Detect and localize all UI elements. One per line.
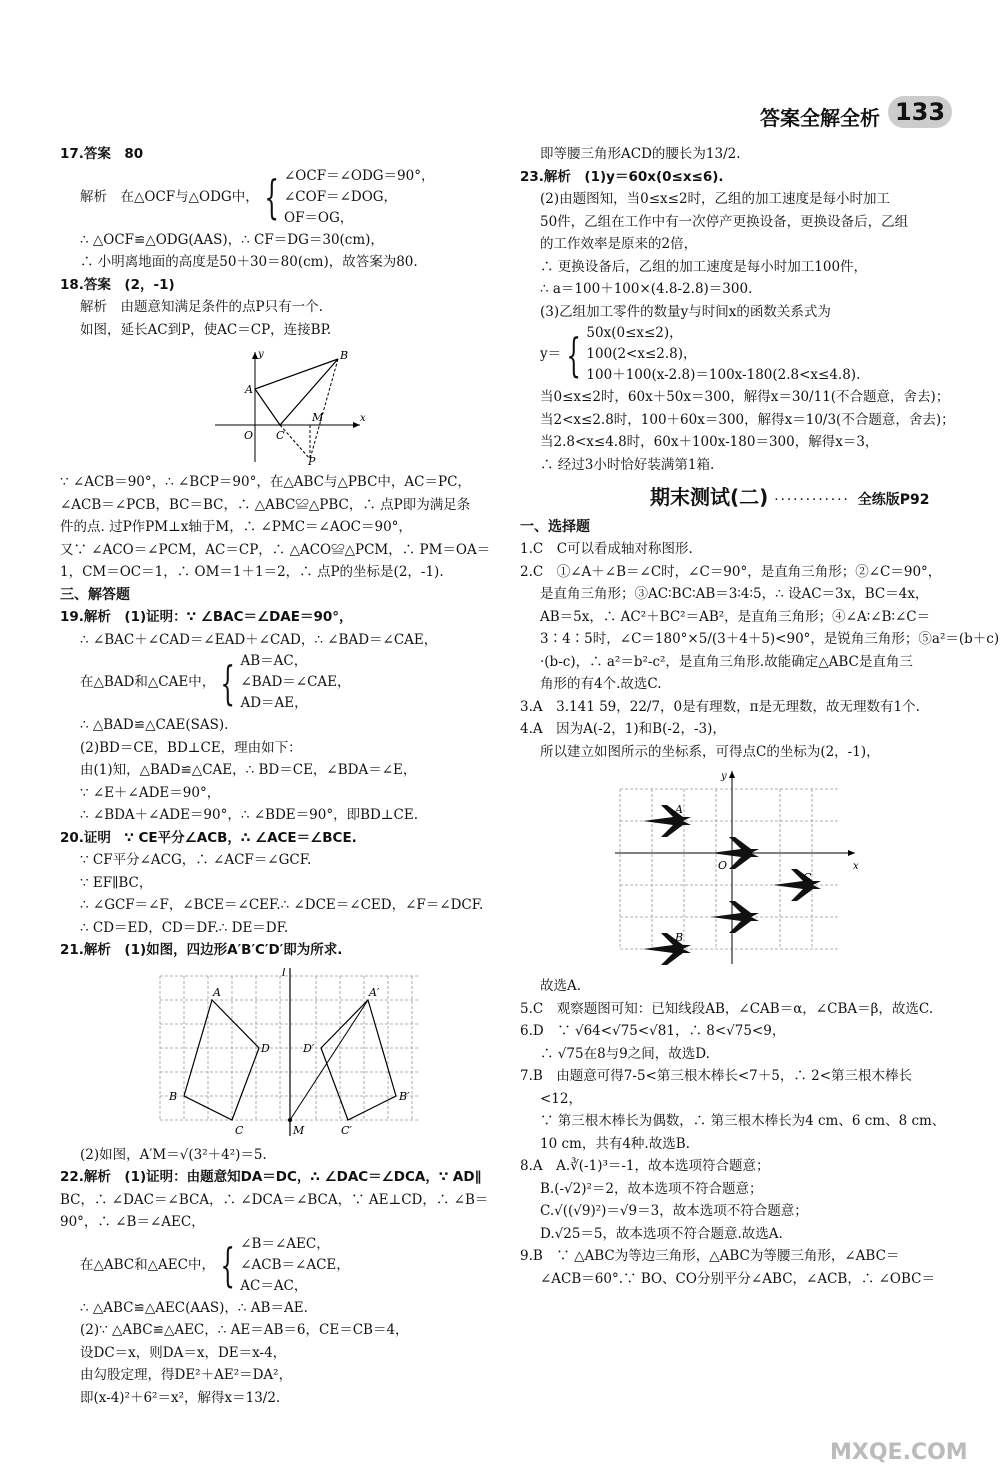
text-line: 1，CM＝OC＝1，∴ OM＝1＋1＝2，∴ 点P的坐标是(2，-1).	[60, 564, 444, 580]
brace-line: ∠COF＝∠DOG，	[284, 188, 398, 205]
exam-reference: 全练版P92	[857, 492, 930, 508]
text-line: 3.A 3.141 59，22/7，0是有理数，π是无理数，故无理数有1个.	[520, 698, 920, 715]
text-line: ∴ ∠BDA＋∠ADE＝90°，∴ ∠BDE＝90°，即BD⊥CE.	[80, 807, 418, 823]
brace-icon: {	[220, 1238, 235, 1292]
page-number: 133	[888, 96, 952, 128]
label-c: C	[803, 871, 812, 884]
figure-q4	[615, 769, 950, 969]
text-line: C.√((√9)²)＝√9＝3，故本选项不符合题意；	[540, 1203, 808, 1219]
text-line: ∴ ∠GCF＝∠F，∠BCE＝∠CEF.∴ ∠DCE＝∠CED，∠F＝∠DCF.	[80, 897, 484, 913]
text-line: 如图，延长AC到P，使AC＝CP，连接BP.	[80, 321, 332, 338]
text-line: 当0≤x≤2时，60x＋50x＝300，解得x＝30/11(不合题意，舍去)；	[540, 389, 950, 405]
text-line: ∴ √75在8与9之间，故选D.	[540, 1045, 710, 1062]
text-line: 的工作效率是原来的2倍，	[540, 236, 698, 252]
label-d-prime: D′	[303, 1041, 315, 1055]
q19-system	[60, 651, 500, 714]
label-b-prime: B′	[399, 1089, 410, 1103]
label-a: A	[675, 803, 683, 816]
text-line: 2.C ①∠A＋∠B＝∠C时，∠C＝90°，是直角三角形；②∠C＝90°，	[520, 563, 942, 580]
right-column	[520, 143, 1000, 1290]
text-line: <12，	[540, 1090, 582, 1107]
q23-heading: 23.解析 (1)y＝60x(0≤x≤6).	[520, 168, 724, 185]
q20-heading: 20.证明 ∵ CE平分∠ACB，∴ ∠ACE＝∠BCE.	[60, 829, 357, 846]
watermark: MXQE.COM	[830, 1440, 968, 1465]
q19-brace-lines	[240, 651, 350, 714]
text-line: ∴ CD＝ED，CD＝DF.∴ DE＝DF.	[80, 919, 289, 936]
brace-line: ∠OCF＝∠ODG＝90°，	[284, 167, 435, 184]
text-line: (3)乙组加工零件的数量y与时间x的函数关系式为	[540, 303, 831, 320]
q17-system	[60, 166, 500, 229]
q17-brace-lines	[284, 166, 435, 229]
exam-title: 期末测试(二)	[650, 485, 769, 509]
text-line: D.√25＝5，故本选项不符合题意.故选A.	[540, 1225, 783, 1242]
label-c: C	[235, 1123, 244, 1137]
text-line: 解析 由题意知满足条件的点P只有一个.	[80, 299, 323, 315]
text-line: (2)如图，A′M＝√(3²＋4²)＝5.	[80, 1146, 267, 1163]
label-m: M	[293, 1123, 305, 1137]
figure-q21	[155, 968, 500, 1138]
piecewise-lines	[586, 323, 860, 386]
dot-leader: ············	[774, 492, 850, 508]
brace-icon: {	[566, 327, 582, 382]
plane-icon	[643, 933, 691, 965]
brace-line: 100(2<x≤2.8)，	[586, 346, 697, 362]
label-x: x	[360, 413, 366, 424]
text-line: ∴ △OCF≌△ODG(AAS)，∴ CF＝DG＝30(cm)，	[80, 231, 384, 248]
text-line: 即(x-4)²＋6²＝x²，解得x＝13/2.	[80, 1389, 281, 1406]
text-line: ∴ a＝100＋100×(4.8-2.8)＝300.	[540, 281, 753, 297]
label-a-prime: A′	[369, 985, 380, 999]
label-b: B	[675, 931, 684, 944]
label-o: O	[718, 859, 728, 872]
text-line: (2)∵ △ABC≌△AEC，∴ AE＝AB＝6，CE＝CB＝4，	[80, 1322, 409, 1338]
q22-system	[60, 1234, 500, 1297]
q17-intro: 解析 在△OCF与△ODG中，	[80, 188, 259, 205]
q18-answer: 18.答案 (2，-1)	[60, 276, 175, 293]
brace-line: OF＝OG，	[284, 209, 354, 226]
q17-answer: 17.答案 80	[60, 146, 144, 162]
text-line: 角形的有4个.故选C.	[540, 676, 662, 692]
text-line: B.(-√2)²＝2，故本选项不符合题意；	[540, 1180, 763, 1197]
text-line: AB＝5x，∴ AC²＋BC²＝AB²，是直角三角形；④∠A∶∠B∶∠C＝	[540, 608, 931, 625]
label-b: B	[169, 1089, 178, 1103]
label-p: P	[308, 455, 316, 465]
label-c-prime: C′	[341, 1123, 352, 1137]
figure-q18	[210, 347, 500, 465]
text-line: ∴ 小明离地面的高度是50＋30＝80(cm)，故答案为80.	[80, 254, 418, 270]
q22-heading: 22.解析 (1)证明：由题意知DA＝DC，∴ ∠DAC＝∠DCA，∵ AD∥	[60, 1169, 482, 1185]
label-y: y	[721, 771, 727, 782]
brace-line: 50x(0≤x≤2)，	[586, 325, 683, 341]
brace-line: ∠B＝∠AEC，	[240, 1235, 330, 1252]
text-line: 件的点. 过P作PM⊥x轴于M，∴ ∠PMC＝∠AOC＝90°，	[60, 519, 412, 535]
text-line: 设DC＝x，则DA＝x，DE＝x-4，	[80, 1344, 287, 1361]
text-line: 1.C C可以看成轴对称图形.	[520, 541, 693, 557]
page-header	[0, 92, 1000, 132]
q18-diagram	[210, 347, 370, 465]
text-line: (2)BD＝CE，BD⊥CE，理由如下：	[80, 739, 302, 756]
text-line: ∴ 更换设备后，乙组的加工速度是每小时加工100件，	[540, 258, 868, 275]
q4-coordinate-diagram	[615, 769, 865, 969]
label-x: x	[853, 861, 859, 872]
text-line: 当2.8<x≤4.8时，60x＋100x-180＝300，解得x＝3，	[540, 434, 879, 450]
header-title: 答案全解全析	[760, 106, 880, 130]
q21-heading: 21.解析 (1)如图，四边形A′B′C′D′即为所求.	[60, 942, 343, 958]
text-line: 9.B ∵ △ABC为等边三角形，△ABC为等腰三角形，∠ABC＝	[520, 1248, 900, 1264]
brace-line: AC＝AC，	[240, 1277, 308, 1294]
label-l: l	[282, 967, 286, 979]
q19-heading: 19.解析 (1)证明：∵ ∠BAC＝∠DAE＝90°，	[60, 609, 353, 625]
exam-title-row	[520, 486, 950, 512]
q22-brace-lines	[240, 1234, 350, 1297]
text-line: 3∶4∶5时，∠C＝180°×5/(3＋4＋5)<90°，是锐角三角形；⑤a²＝(b＋c)	[540, 631, 1000, 647]
text-line: 故选A.	[540, 978, 582, 994]
text-line: ∴ △BAD≌△CAE(SAS).	[80, 717, 229, 733]
label-m: M	[312, 411, 324, 424]
text-line: ·(b-c)，∴ a²＝b²-c²，是直角三角形.故能确定△ABC是直角三	[540, 653, 913, 670]
text-line: (2)由题图知，当0≤x≤2时，乙组的加工速度是每小时加工	[540, 191, 891, 207]
text-line: 7.B 由题意可得7-5<第三根木棒长<7＋5，∴ 2<第三根木棒长	[520, 1068, 913, 1084]
text-line: 即等腰三角形ACD的腰长为13/2.	[540, 146, 741, 162]
text-line: 50件，乙组在工作中有一次停产更换设备，更换设备后，乙组	[540, 213, 909, 230]
brace-icon: {	[220, 655, 236, 710]
label-o: O	[244, 429, 254, 442]
text-line: 是直角三角形；③AC∶BC∶AB＝3∶4∶5，∴ 设AC＝3x，BC＝4x，	[540, 586, 929, 602]
text-line: ∠ACB＝∠PCB，BC＝BC，∴ △ABC≌△PBC，∴ 点P即为满足条	[60, 496, 471, 513]
text-line: ∵ ∠E＋∠ADE＝90°，	[80, 784, 221, 801]
text-line: 10 cm，共有4种.故选B.	[540, 1135, 690, 1152]
text-line: ∵ CF平分∠ACG，∴ ∠ACF＝∠GCF.	[80, 852, 312, 868]
text-line: 90°，∴ ∠B＝∠AEC，	[60, 1214, 205, 1230]
label-a: A	[213, 985, 221, 999]
q23-piecewise	[520, 323, 950, 386]
q21-diagram	[155, 968, 425, 1138]
text-line: BC，∴ ∠DAC＝∠BCA，∴ ∠DCA＝∠BCA，∵ AE⊥CD，∴ ∠B＝	[60, 1191, 489, 1208]
text-line: ∴ ∠BAC＋∠CAD＝∠EAD＋∠CAD，∴ ∠BAD＝∠CAE，	[80, 631, 438, 648]
text-line: 当2<x≤2.8时，100＋60x＝300，解得x＝10/3(不合题意，舍去)；	[540, 411, 955, 428]
text-line: 由(1)知，△BAD≌△CAE，∴ BD＝CE，∠BDA＝∠E，	[80, 762, 417, 778]
left-column	[60, 143, 500, 1409]
brace-line: AD＝AE，	[240, 695, 308, 711]
text-line: ∠ACB＝60°.∵ BO、CO分别平分∠ABC，∠ACB，∴ ∠OBC＝	[540, 1270, 935, 1287]
section-heading: 一、选择题	[520, 518, 590, 535]
label-d: D	[261, 1041, 270, 1055]
text-line: ∵ ∠ACB＝90°，∴ ∠BCP＝90°，在△ABC与△PBC中，AC＝PC，	[60, 474, 471, 490]
text-line: ∵ 第三根木棒长为偶数，∴ 第三根木棒长为4 cm、6 cm、8 cm、	[540, 1113, 946, 1129]
text-line: 4.A 因为A(-2，1)和B(-2，-3)，	[520, 721, 726, 737]
text-line: 所以建立如图所示的坐标系，可得点C的坐标为(2，-1)，	[540, 743, 880, 760]
q19-intro: 在△BAD和△CAE中，	[80, 674, 216, 691]
brace-line: ∠BAD＝∠CAE，	[240, 674, 351, 690]
label-a: A	[245, 383, 253, 396]
text-line: ∵ EF∥BC，	[80, 874, 153, 891]
label-y: y	[258, 349, 264, 360]
text-line: ∴ △ABC≌△AEC(AAS)，∴ AB＝AE.	[80, 1299, 308, 1316]
text-line: 由勾股定理，得DE²＋AE²＝DA²，	[80, 1367, 293, 1383]
text-line: 6.D ∵ √64<√75<√81，∴ 8<√75<9，	[520, 1023, 786, 1039]
brace-icon: {	[264, 170, 279, 224]
text-line: 8.A A.∛(-1)³＝-1，故本选项符合题意；	[520, 1158, 770, 1174]
brace-line: ∠ACB＝∠ACE，	[240, 1256, 350, 1273]
text-line: 又∵ ∠ACO＝∠PCM，AC＝CP，∴ △ACO≌△PCM，∴ PM＝OA＝	[60, 541, 491, 558]
label-b: B	[340, 349, 349, 362]
text-line: ∴ 经过3小时恰好装满第1箱.	[540, 456, 715, 473]
brace-line: AB＝AC，	[240, 653, 308, 669]
section-heading: 三、解答题	[60, 586, 130, 603]
q22-intro: 在△ABC和△AEC中，	[80, 1256, 215, 1273]
brace-line: 100＋100(x-2.8)＝100x-180(2.8<x≤4.8).	[586, 367, 861, 383]
text-line: 5.C 观察题图可知：已知线段AB，∠CAB＝α，∠CBA＝β，故选C.	[520, 1000, 934, 1017]
label-c: C	[276, 429, 285, 442]
piecewise-lhs: y＝	[540, 346, 562, 363]
